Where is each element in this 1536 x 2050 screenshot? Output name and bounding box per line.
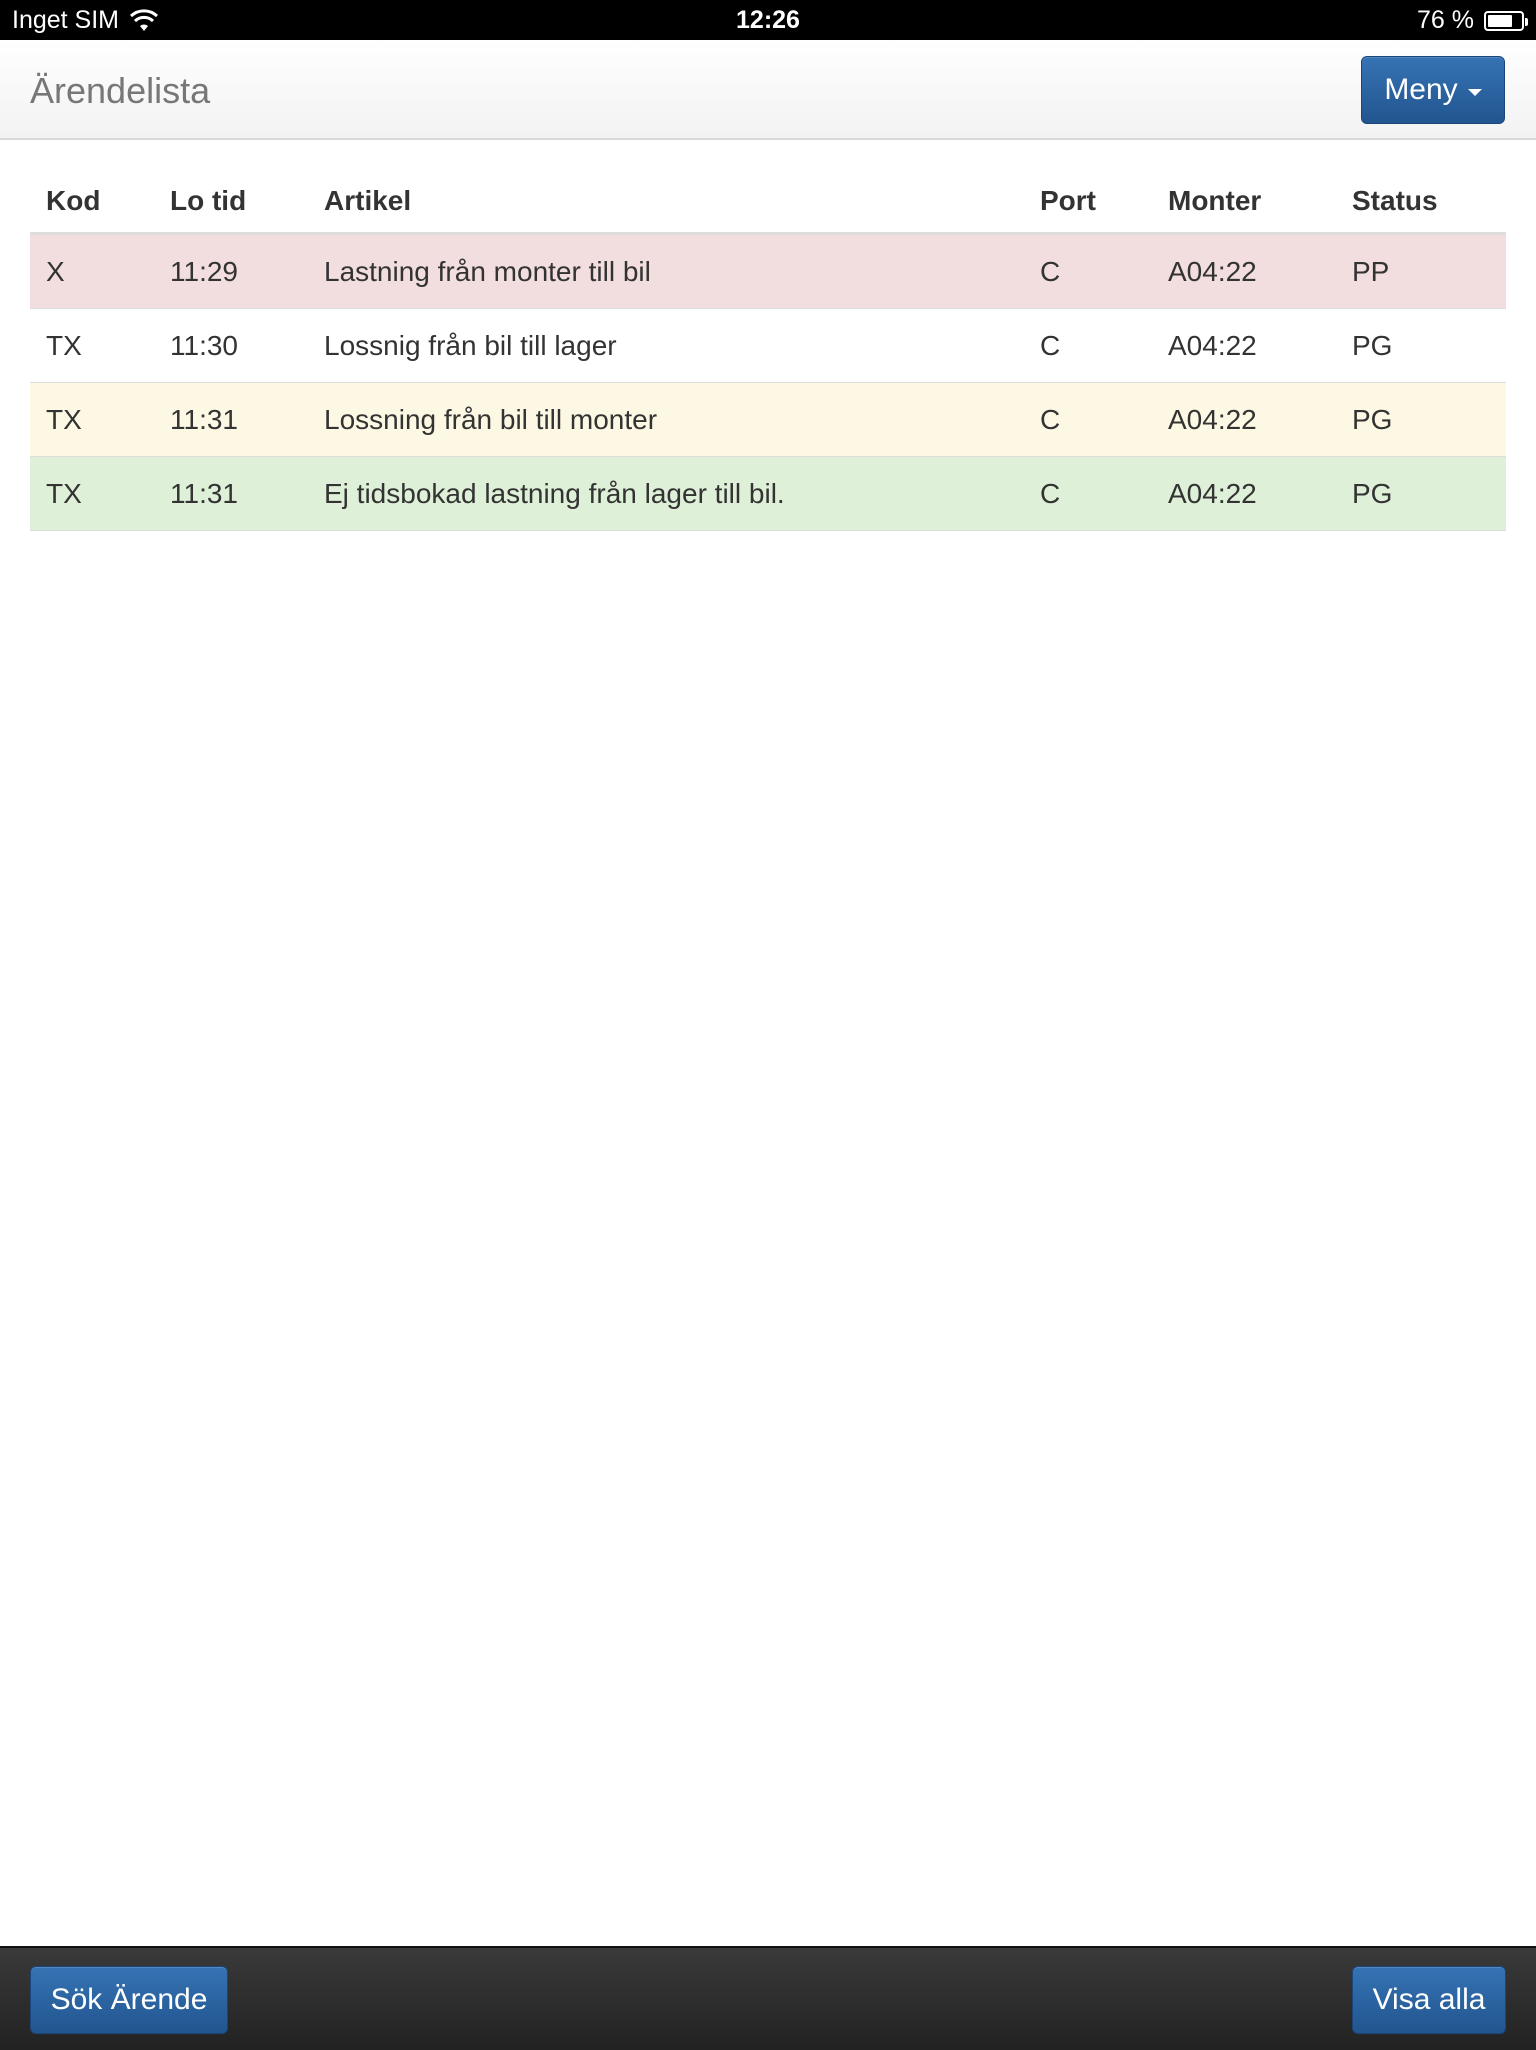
- cell-monter: A04:22: [1152, 234, 1336, 309]
- table-row[interactable]: [30, 457, 1506, 531]
- header-kod: Kod: [30, 170, 154, 234]
- status-bar: [0, 0, 1536, 40]
- header-lo-tid: Lo tid: [154, 170, 308, 234]
- cell-status: PP: [1336, 234, 1506, 309]
- battery-percent: 76 %: [1417, 6, 1474, 34]
- page-title[interactable]: Ärendelista: [30, 70, 211, 111]
- cell-lo-tid: 11:30: [154, 309, 308, 383]
- cell-kod: TX: [30, 457, 154, 531]
- menu-button[interactable]: [1361, 56, 1505, 124]
- carrier-label: Inget SIM: [12, 6, 119, 34]
- bottom-toolbar: [0, 1946, 1536, 2050]
- cell-status: PG: [1336, 309, 1506, 383]
- errand-table: [30, 170, 1506, 531]
- cell-artikel: Ej tidsbokad lastning från lager till bil.: [308, 457, 1024, 531]
- menu-button-label: Meny: [1384, 73, 1458, 106]
- cell-artikel: Lastning från monter till bil: [308, 234, 1024, 309]
- cell-lo-tid: 11:31: [154, 383, 308, 457]
- table-row[interactable]: [30, 234, 1506, 309]
- navbar: [0, 40, 1536, 140]
- cell-monter: A04:22: [1152, 309, 1336, 383]
- cell-kod: TX: [30, 383, 154, 457]
- cell-lo-tid: 11:31: [154, 457, 308, 531]
- header-status: Status: [1336, 170, 1506, 234]
- battery-icon: [1484, 11, 1524, 31]
- table-header-row: [30, 170, 1506, 234]
- search-errand-button[interactable]: Sök Ärende: [30, 1966, 228, 2034]
- cell-status: PG: [1336, 457, 1506, 531]
- header-port: Port: [1024, 170, 1152, 234]
- cell-kod: TX: [30, 309, 154, 383]
- cell-artikel: Lossning från bil till monter: [308, 383, 1024, 457]
- header-artikel: Artikel: [308, 170, 1024, 234]
- cell-kod: X: [30, 234, 154, 309]
- cell-status: PG: [1336, 383, 1506, 457]
- table-row[interactable]: [30, 383, 1506, 457]
- show-all-button[interactable]: Visa alla: [1352, 1966, 1506, 2034]
- cell-artikel: Lossnig från bil till lager: [308, 309, 1024, 383]
- caret-down-icon: [1468, 89, 1482, 96]
- cell-port: C: [1024, 383, 1152, 457]
- cell-lo-tid: 11:29: [154, 234, 308, 309]
- cell-monter: A04:22: [1152, 383, 1336, 457]
- status-bar-right: [1417, 6, 1524, 35]
- clock: 12:26: [736, 6, 800, 34]
- battery-fill: [1488, 15, 1512, 27]
- header-monter: Monter: [1152, 170, 1336, 234]
- table-row[interactable]: [30, 309, 1506, 383]
- cell-monter: A04:22: [1152, 457, 1336, 531]
- cell-port: C: [1024, 234, 1152, 309]
- cell-port: C: [1024, 457, 1152, 531]
- cell-port: C: [1024, 309, 1152, 383]
